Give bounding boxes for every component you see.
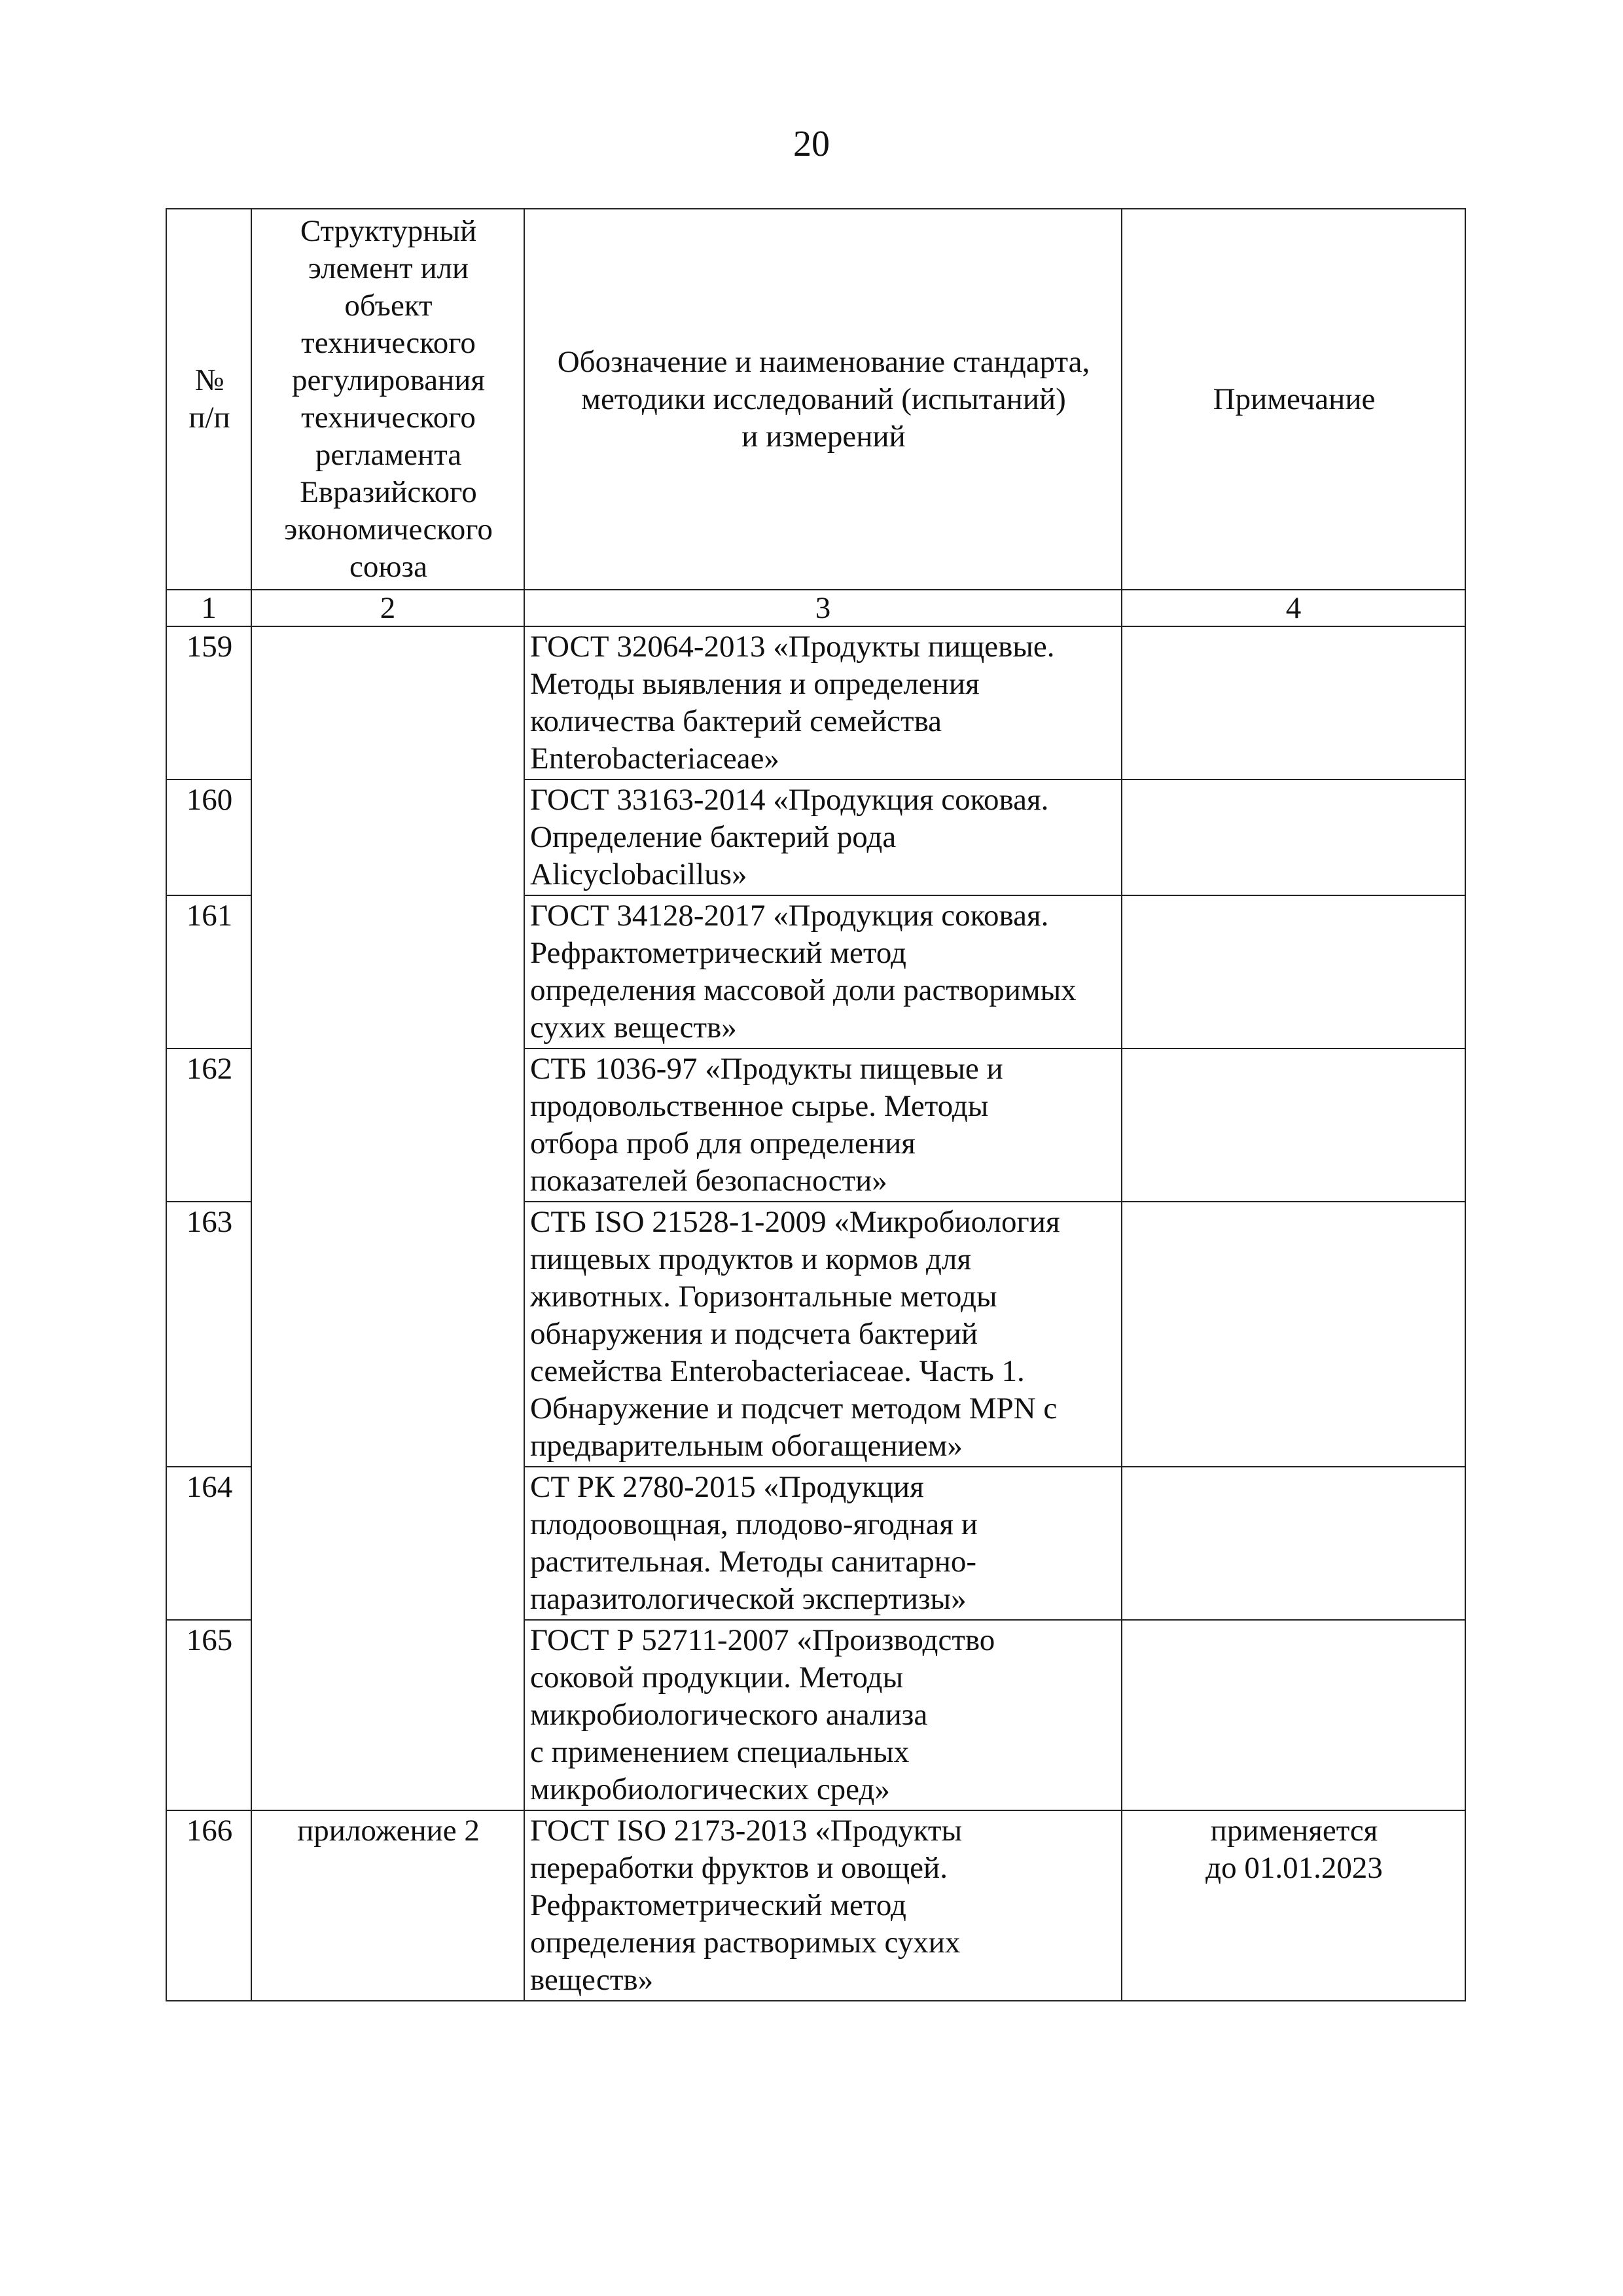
row-num: 165: [166, 1620, 251, 1810]
row-num: 159: [166, 626, 251, 780]
row-standard: ГОСТ Р 52711-2007 «Производство соковой продукции. Методы микробиологического анализа с применением специальных микробиологических сред»: [524, 1620, 1122, 1810]
row-num: 166: [166, 1810, 251, 2001]
column-index: 2: [251, 590, 524, 626]
column-index: 4: [1122, 590, 1465, 626]
row-num: 161: [166, 895, 251, 1049]
row-note: [1122, 1202, 1465, 1467]
row-standard: ГОСТ 33163-2014 «Продукция соковая. Определение бактерий рода Alicyclobacillus»: [524, 780, 1122, 895]
header-note: Примечание: [1122, 209, 1465, 590]
table-row: [166, 626, 1465, 780]
row-note: [1122, 1049, 1465, 1202]
row-standard: СТБ ISO 21528-1-2009 «Микробиология пищевых продуктов и кормов для животных. Горизонтальные методы обнаружения и подсчета бактерий семейства Enterobacteriaceae. Часть 1. Обнаружение и подсчет методом MPN с предварительным обогащением»: [524, 1202, 1122, 1467]
table-row: [166, 1810, 1465, 2001]
row-standard: СТБ 1036-97 «Продукты пищевые и продовольственное сырье. Методы отбора проб для определения показателей безопасности»: [524, 1049, 1122, 1202]
row-num: 163: [166, 1202, 251, 1467]
row-note: [1122, 780, 1465, 895]
row-standard: ГОСТ 32064-2013 «Продукты пищевые. Методы выявления и определения количества бактерий семейства Enterobacteriaceae»: [524, 626, 1122, 780]
table-header-row: [166, 209, 1465, 590]
row-note: [1122, 1467, 1465, 1620]
row-note: [1122, 895, 1465, 1049]
column-index: 3: [524, 590, 1122, 626]
column-index-row: [166, 590, 1465, 626]
standards-table: [166, 208, 1466, 2001]
column-index: 1: [166, 590, 251, 626]
row-standard: ГОСТ 34128-2017 «Продукция соковая. Рефрактометрический метод определения массовой доли растворимых сухих веществ»: [524, 895, 1122, 1049]
header-num: № п/п: [166, 209, 251, 590]
row-struct-merged: [251, 626, 524, 1810]
row-note: применяется до 01.01.2023: [1122, 1810, 1465, 2001]
row-num: 162: [166, 1049, 251, 1202]
row-standard: ГОСТ ISO 2173-2013 «Продукты переработки фруктов и овощей. Рефрактометрический метод определения растворимых сухих веществ»: [524, 1810, 1122, 2001]
row-standard: СТ РК 2780-2015 «Продукция плодоовощная, плодово-ягодная и растительная. Методы санитарно- паразитологической экспертизы»: [524, 1467, 1122, 1620]
row-num: 164: [166, 1467, 251, 1620]
row-struct: приложение 2: [251, 1810, 524, 2001]
row-num: 160: [166, 780, 251, 895]
row-note: [1122, 1620, 1465, 1810]
header-struct: Структурный элемент или объект технического регулирования технического регламента Евразийского экономического союза: [251, 209, 524, 590]
page-number: 20: [793, 124, 830, 164]
row-note: [1122, 626, 1465, 780]
header-standard: Обозначение и наименование стандарта, методики исследований (испытаний) и измерений: [524, 209, 1122, 590]
